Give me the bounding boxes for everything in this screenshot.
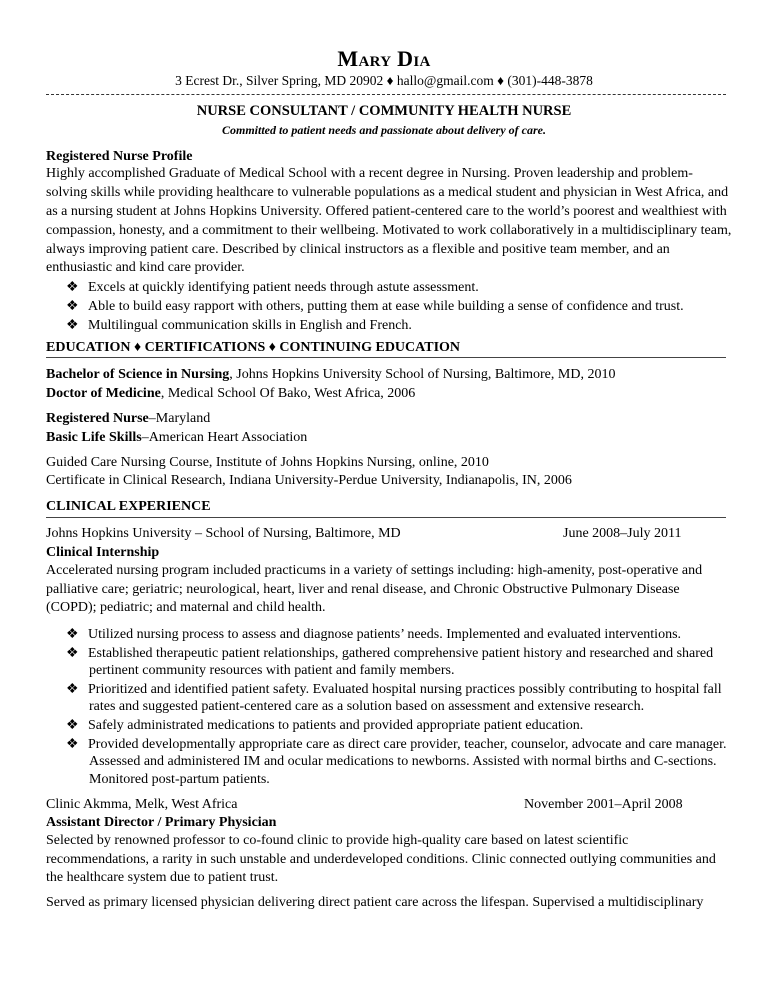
cert-line: Basic Life Skills–American Heart Association [46,430,308,445]
contact-line: 3 Ecrest Dr., Silver Spring, MD 20902 ♦ hallo@gmail.com ♦ (301)-448-3878 [175,73,593,88]
profile-line: always improving patient care. Described by clinical instructors as a flexible and positive team member, and an [46,242,670,257]
job-dates: November 2001–April 2008 [524,797,683,812]
course-line: Guided Care Nursing Course, Institute of Johns Hopkins Nursing, online, 2010 [46,455,489,470]
profile-line: Highly accomplished Graduate of Medical School with a recent degree in Nursing. Proven leadership and problem- [46,166,693,181]
candidate-name: Mary Dia [337,46,431,71]
profile-bullet: ❖ Multilingual communication skills in English and French. [66,318,412,333]
diamond-bullet-icon: ❖ [66,737,79,752]
job-summary-line: the healthcare system due to patient trust. [46,870,279,885]
job-organization: Clinic Akmma, Melk, West Africa [46,797,238,812]
job-bullet: ❖ Utilized nursing process to assess and diagnose patients’ needs. Implemented and evaluated interventions. [66,627,682,642]
job-organization: Johns Hopkins University – School of Nursing, Baltimore, MD [46,526,401,541]
cert-line: Registered Nurse–Maryland [46,411,211,426]
diamond-bullet-icon: ❖ [66,299,79,314]
course-line: Certificate in Clinical Research, Indiana University-Perdue University, Indianapolis, IN, 2006 [46,473,572,488]
job-bullet: ❖ Prioritized and identified patient safety. Evaluated hospital nursing practices possibly contributing to hospital fall [66,682,722,697]
profile-bullet: ❖ Excels at quickly identifying patient needs through astute assessment. [66,280,479,295]
header-divider [46,94,726,95]
job-summary-line: Selected by renowned professor to co-found clinic to provide high-quality care based on latest scientific [46,833,629,848]
profile-line: compassion, honesty, and a commitment to their wellbeing. Motivated to work collaboratively in a multidisciplinary team, [46,223,732,238]
tagline: Committed to patient needs and passionate about delivery of care. [222,123,546,137]
job-summary-line: Accelerated nursing program included practicums in a variety of settings including: high-amenity, post-operative and [46,563,703,578]
profile-line: enthusiastic and kind care provider. [46,260,245,275]
profile-line: solving skills while providing healthcare to vulnerable populations as a medical student and physician in West Africa, and [46,185,729,200]
job-bullet-continued: pertinent community resources with patient and family members. [89,663,455,678]
degree-line: Doctor of Medicine, Medical School Of Bako, West Africa, 2006 [46,386,416,401]
job-bullet-continued: rates and suggested patient-centered care as a solution based on assessment and extensive research. [89,699,645,714]
diamond-bullet-icon: ❖ [66,646,79,661]
diamond-bullet-icon: ❖ [66,280,79,295]
profile-heading: Registered Nurse Profile [46,149,193,164]
experience-heading: CLINICAL EXPERIENCE [46,499,211,514]
job-bullet: ❖ Established therapeutic patient relationships, gathered comprehensive patient history and researched and shared [66,646,714,661]
job-role: Assistant Director / Primary Physician [46,815,277,830]
job-bullet: ❖ Provided developmentally appropriate care as direct care provider, teacher, counselor, advocate and care manager. [66,737,727,752]
degree-line: Bachelor of Science in Nursing, Johns Hopkins University School of Nursing, Baltimore, MD, 2010 [46,367,616,382]
education-heading: EDUCATION ♦ CERTIFICATIONS ♦ CONTINUING EDUCATION [46,340,461,355]
section-rule [46,517,726,518]
diamond-bullet-icon: ❖ [66,627,79,642]
job-role: Clinical Internship [46,545,160,560]
job-bullet-continued: Monitored post-partum patients. [89,772,270,787]
job-summary-line: (COPD); pediatric; and maternal and child health. [46,600,326,615]
diamond-bullet-icon: ❖ [66,318,79,333]
job-summary-line: palliative care; geriatric; neurological, heart, liver and renal disease, and Chronic Obstructive Pulmonary Disease [46,582,680,597]
job-dates: June 2008–July 2011 [563,526,682,541]
job-summary-line: Served as primary licensed physician delivering direct patient care across the lifespan. Supervised a multidisciplinary [46,895,704,910]
profile-line: as a nursing student at Johns Hopkins University. Offered patient-centered care to the world’s poorest and wealthiest with [46,204,727,219]
section-rule [46,357,726,358]
job-bullet-continued: Assessed and administered IM and ocular medications to newborns. Assisted with normal births and C-sections. [89,754,717,769]
professional-headline: NURSE CONSULTANT / COMMUNITY HEALTH NURSE [196,103,572,119]
profile-bullet: ❖ Able to build easy rapport with others, putting them at ease while building a sense of confidence and trust. [66,299,684,314]
job-summary-line: recommendations, a rarity in such unstable and underdeveloped conditions. Clinic connected outlying communities and [46,852,716,867]
job-bullet: ❖ Safely administrated medications to patients and provided appropriate patient education. [66,718,584,733]
diamond-bullet-icon: ❖ [66,718,79,733]
diamond-bullet-icon: ❖ [66,682,79,697]
